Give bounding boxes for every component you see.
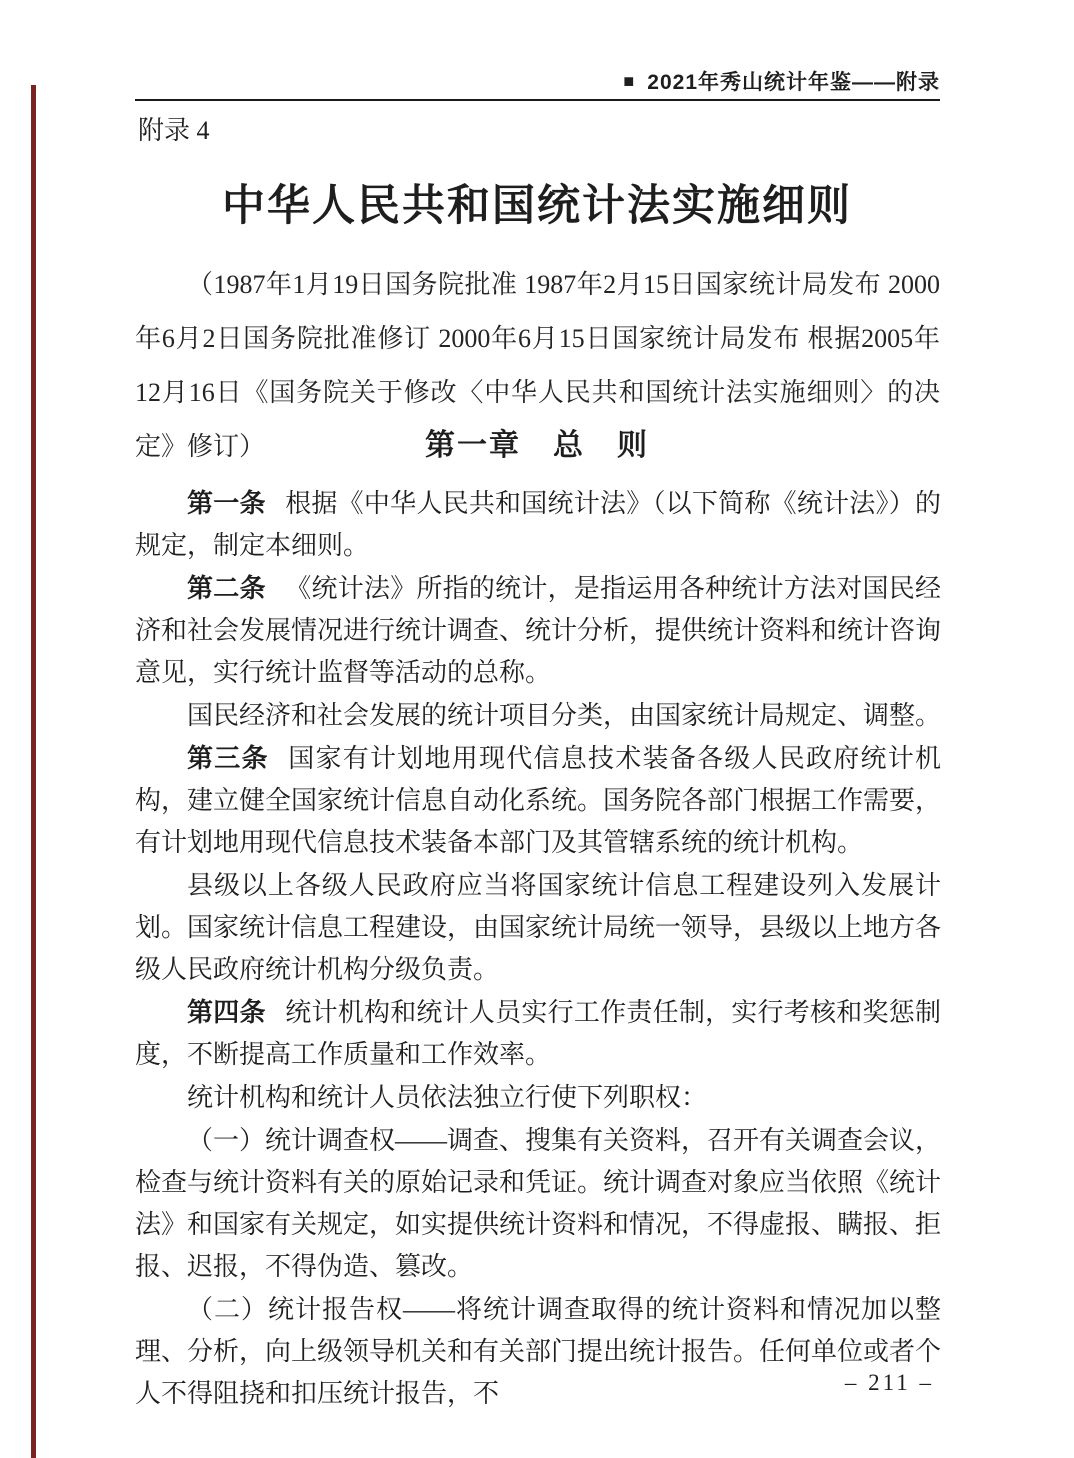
article-label: 第三条 [187,743,269,773]
article-label: 第一条 [187,488,266,518]
appendix-label: 附录 4 [138,116,210,145]
paragraph-article-1 [135,482,941,567]
paragraph [135,694,941,737]
paragraph-text: 统计机构和统计人员实行工作责任制，实行考核和奖惩制度，不断提高工作质量和工作效率。 [135,998,941,1069]
paragraph-text: 国家有计划地用现代信息技术装备各级人民政府统计机构，建立健全国家统计信息自动化系统。国务院各部门根据工作需要，有计划地用现代信息技术装备本部门及其管辖系统的统计机构。 [135,744,942,857]
document-title: 中华人民共和国统计法实施细则 [222,183,852,230]
chapter-heading: 第一章 总 则 [425,429,649,462]
paragraph-text: 根据《中华人民共和国统计法》（以下简称《统计法》）的规定，制定本细则。 [135,489,941,560]
paragraph-text: 《统计法》所指的统计，是指运用各种统计方法对国民经济和社会发展情况进行统计调查、统计分析，提供统计资料和统计咨询意见，实行统计监督等活动的总称。 [135,574,942,687]
page-number: – 211 – [844,1370,934,1395]
paragraph-item-2 [135,1288,941,1415]
paragraph-text: 国民经济和社会发展的统计项目分类，由国家统计局规定、调整。 [187,701,942,730]
header-title: 2021年秀山统计年鉴——附录 [647,71,940,94]
paragraph-item-1 [135,1119,941,1288]
paragraph-article-4 [135,991,941,1076]
spine-accent-line [31,85,36,1458]
paragraph-text: （一）统计调查权——调查、搜集有关资料，召开有关调查会议，检查与统计资料有关的原始记录和凭证。统计调查对象应当依照《统计法》和国家有关规定，如实提供统计资料和情况，不得虚报、瞒报、拒报、迟报，不得伪造、篡改。 [135,1126,942,1281]
section-marker-icon: ■ [623,71,636,91]
paragraph-text: 统计机构和统计人员依法独立行使下列职权： [187,1083,708,1112]
paragraph-text: （二）统计报告权——将统计调查取得的统计资料和情况加以整理、分析，向上级领导机关和有关部门提出统计报告。任何单位或者个人不得阻挠和扣压统计报告，不 [135,1295,942,1408]
header-rule [135,99,940,101]
paragraph-article-2 [135,567,941,694]
paragraph [135,864,941,991]
paragraph-text: 县级以上各级人民政府应当将国家统计信息工程建设列入发展计划。国家统计信息工程建设，由国家统计局统一领导，县级以上地方各级人民政府统计机构分级负责。 [135,871,942,984]
preamble: （1987年1月19日国务院批准 1987年2月15日国家统计局发布 2000年6月2日国务院批准修订 2000年6月15日国家统计局发布 根据2005年12月16日《国务院关于修改〈中华人民共和国统计法实施细则〉的决定》修订） [135,270,940,461]
page-header [623,66,940,96]
article-label: 第四条 [187,997,266,1027]
article-label: 第二条 [187,573,266,603]
paragraph-article-3 [135,737,941,864]
paragraph [135,1076,941,1119]
document-body [135,482,941,1415]
